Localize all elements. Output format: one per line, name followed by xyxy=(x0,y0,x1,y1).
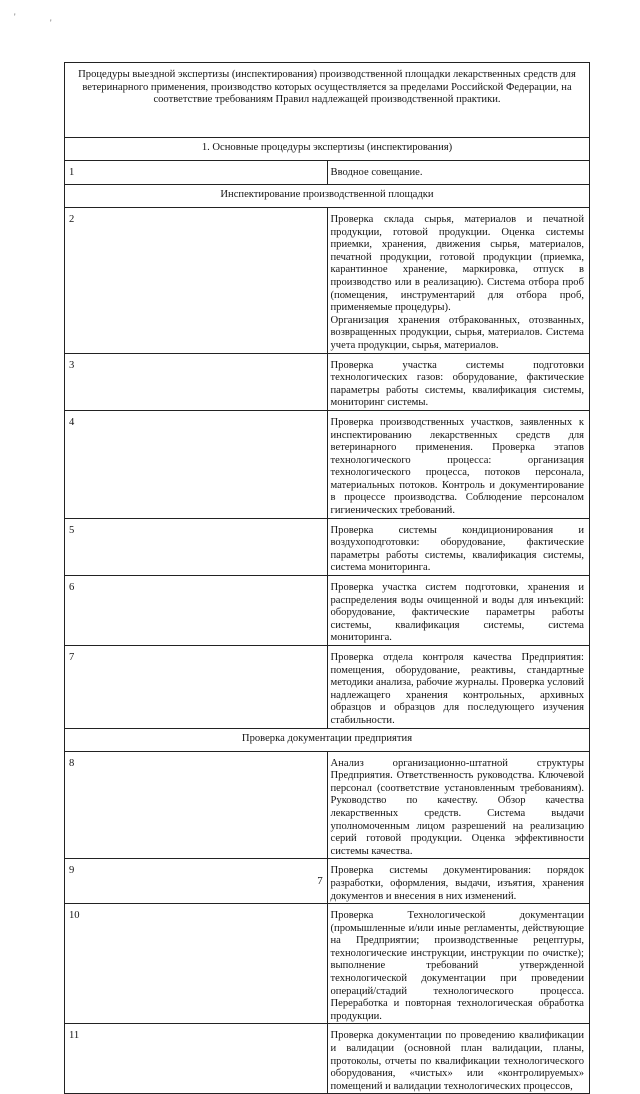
section-row xyxy=(65,138,590,161)
row-text xyxy=(327,208,590,354)
table-row xyxy=(65,208,590,354)
table-row xyxy=(65,904,590,1024)
section-row xyxy=(65,185,590,208)
row-paragraph: Организация хранения отбракованных, отозванных, возвращенных продукции, сырья, материалов. Система учета продукции, сырья, материалов. xyxy=(330,314,584,351)
table-title: Процедуры выездной экспертизы (инспектирования) производственной площадки лекарственных средств для ветеринарного применения, производство которых осуществляется за пределами Российской Федерации, на соответствие требованиям Правил надлежащей производственной практики. xyxy=(65,63,590,138)
row-number: 1 xyxy=(65,161,328,185)
row-number: 11 xyxy=(65,1024,328,1094)
table-row xyxy=(65,1024,590,1094)
row-number: 9 xyxy=(65,859,328,904)
row-number: 5 xyxy=(65,518,328,575)
section-heading: Инспектирование производственной площадки xyxy=(65,185,590,208)
table-row xyxy=(65,751,590,859)
row-number: 6 xyxy=(65,576,328,646)
row-number: 7 xyxy=(65,646,328,729)
row-number: 10 xyxy=(65,904,328,1024)
table-row xyxy=(65,576,590,646)
row-text: Проверка Технологической документации (промышленные и/или иные регламенты, действующие на Предприятии; производственные рецептуры, технологические инструкции, инструкции по очистке); выполнение требований утвержденной технологической документации при проведении операций/стадий технологического процесса. Переработка и повторная технологическая обработка продукции. xyxy=(327,904,590,1024)
section-row xyxy=(65,728,590,751)
section-heading: Проверка документации предприятия xyxy=(65,728,590,751)
row-number: 8 xyxy=(65,751,328,859)
row-text: Проверка системы документирования: порядок разработки, оформления, выдачи, изъятия, хранения документов и внесения в них изменений. xyxy=(327,859,590,904)
procedures-table xyxy=(64,62,590,1094)
table-row xyxy=(65,353,590,410)
table-row xyxy=(65,410,590,518)
row-text: Проверка системы кондиционирования и воздухоподготовки: оборудование, фактические параметры работы системы, квалификация системы, система мониторинга. xyxy=(327,518,590,575)
table-row xyxy=(65,161,590,185)
table-header-row xyxy=(65,63,590,138)
row-number: 3 xyxy=(65,353,328,410)
section-heading: 1. Основные процедуры экспертизы (инспектирования) xyxy=(65,138,590,161)
table-row xyxy=(65,646,590,729)
scan-mark: ' xyxy=(14,12,16,22)
row-text: Проверка отдела контроля качества Предприятия: помещения, оборудование, реактивы, стандартные методики анализа, рабочие журналы. Проверка условий надлежащего хранения контрольных, архивных образцов и образцов для последующего изучения стабильности. xyxy=(327,646,590,729)
row-text: Проверка производственных участков, заявленных к инспектированию лекарственных средств для ветеринарного применения. Проверка этапов технологического процесса: организация технологического процесса, потоков персонала, материальных потоков. Контроль и документирование в процессе производства. Соблюдение персоналом гигиенических требований. xyxy=(327,410,590,518)
page-number: 7 xyxy=(317,875,323,887)
row-text: Анализ организационно-штатной структуры Предприятия. Ответственность руководства. Ключевой персонал (соответствие установленным требованиям). Руководство по качеству. Обзор качества лекарственных средств. Система выдачи уполномоченным лицом разрешений на реализацию серий готовой продукции. Оценка эффективности системы качества. xyxy=(327,751,590,859)
table-row xyxy=(65,518,590,575)
scan-mark: ' xyxy=(50,18,52,28)
row-text: Проверка участка системы подготовки технологических газов: оборудование, фактические параметры работы системы, квалификация системы, мониторинг системы. xyxy=(327,353,590,410)
row-number: 2 xyxy=(65,208,328,354)
row-text: Проверка документации по проведению квалификации и валидации (основной план валидации, планы, протоколы, отчеты по квалификации технологического оборудования, «чистых» или «контролируемых» помещений и валидации технологических процессов, xyxy=(327,1024,590,1094)
row-number: 4 xyxy=(65,410,328,518)
row-text: Проверка участка систем подготовки, хранения и распределения воды очищенной и воды для инъекций: оборудование, фактические параметры работы системы, квалификация системы, система мониторинга. xyxy=(327,576,590,646)
row-text: Вводное совещание. xyxy=(327,161,590,185)
row-paragraph: Проверка склада сырья, материалов и печатной продукции, готовой продукции. Оценка системы приемки, хранения, движения сырья, материалов, печатной продукции, готовой продукции (приемка, карантинное хранение, маркировка, отпуск в производство или в реализацию). Система отбора проб (помещения, инструментарий для отбора проб, применяемые процедуры). xyxy=(330,214,584,314)
